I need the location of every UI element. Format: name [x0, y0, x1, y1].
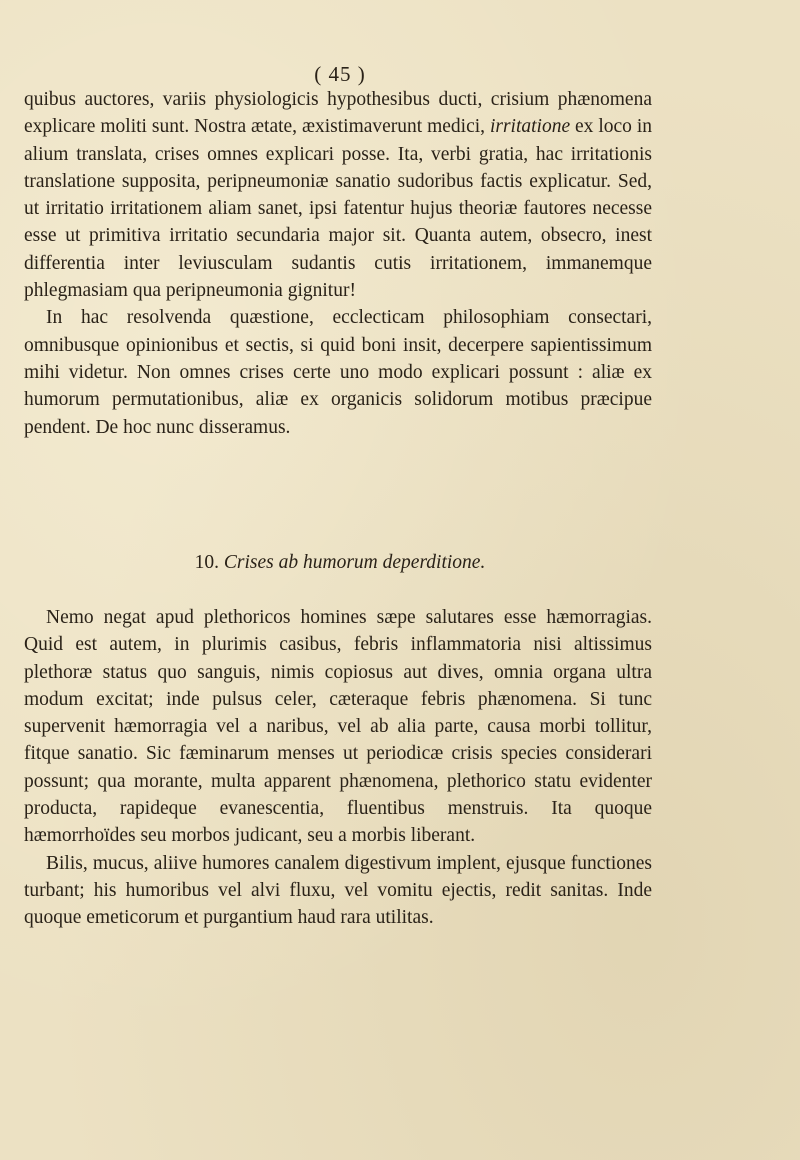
section-number: 10.	[194, 552, 220, 573]
paragraph-irritatio	[24, 86, 652, 304]
paragraph-text: quibus auctores, variis physiologicis hypothesibus ducti, crisium phænomena explicare moliti sunt. Nostra ætate, æxistimaverunt medici,	[24, 89, 652, 138]
paragraph-text: ex loco in alium translata, crises omnes explicari posse. Ita, verbi gratia, hac irritationis translatione supposita, peripneumoniæ sanatio sudoribus factis explicatur. Sed, ut irritatio irritationem aliam sanet, ipsi fatentur hujus theoriæ fautores necesse esse ut primitiva irritatio secundaria major sit. Quanta autem, obsecro, inest differentia inter leviusculam sudantis cutis irritationem, immanemque phlegmasiam qua peripneumonia gignitur!	[24, 116, 652, 302]
paragraph-ecclectica: In hac resolvenda quæstione, ecclecticam philosophiam consectari, omnibusque opinionibus et sectis, si quid boni insit, decerpere sapientissimum mihi videtur. Non omnes crises certe uno modo explicari possunt : aliæ ex humorum permutationibus, aliæ ex organicis solidorum motibus præcipue pendent. De hoc nunc disseramus.	[24, 307, 652, 438]
text-block-upper	[24, 86, 652, 441]
paragraph-haemorragiae: Nemo negat apud plethoricos homines sæpe salutares esse hæmorragias. Quid est autem, in plurimis casibus, febris inflammatoria nisi altissimus plethoræ status quo sanguis, nimis copiosus aut dives, omnia organa ultra modum excitat; inde pulsus celer, cæteraque febris phænomena. Si tunc supervenit hæmorragia vel a naribus, vel ab alia parte, causa morbi tollitur, fitque sanatio. Sic fæminarum menses ut periodicæ crisis species considerari possunt; qua morante, multa apparent phænomena, plethorico statu evidenter producta, rapideque evanescentia, fluentibus menstruis. Ita quoque hæmorrhoïdes seu morbos judicant, seu a morbis liberant.	[24, 607, 652, 847]
paragraph-bilis: Bilis, mucus, aliive humores canalem digestivum implent, ejusque functiones turbant; his humoribus vel alvi fluxu, vel vomitu ejectis, redit sanitas. Inde quoque emeticorum et purgantium haud rara utilitas.	[24, 852, 652, 929]
page-number: ( 45 )	[314, 62, 366, 86]
text-block-lower	[24, 604, 652, 932]
italic-term: irritatione	[489, 116, 571, 138]
section-title: Crises ab humorum deperditione.	[223, 552, 486, 573]
section-heading	[0, 552, 680, 574]
